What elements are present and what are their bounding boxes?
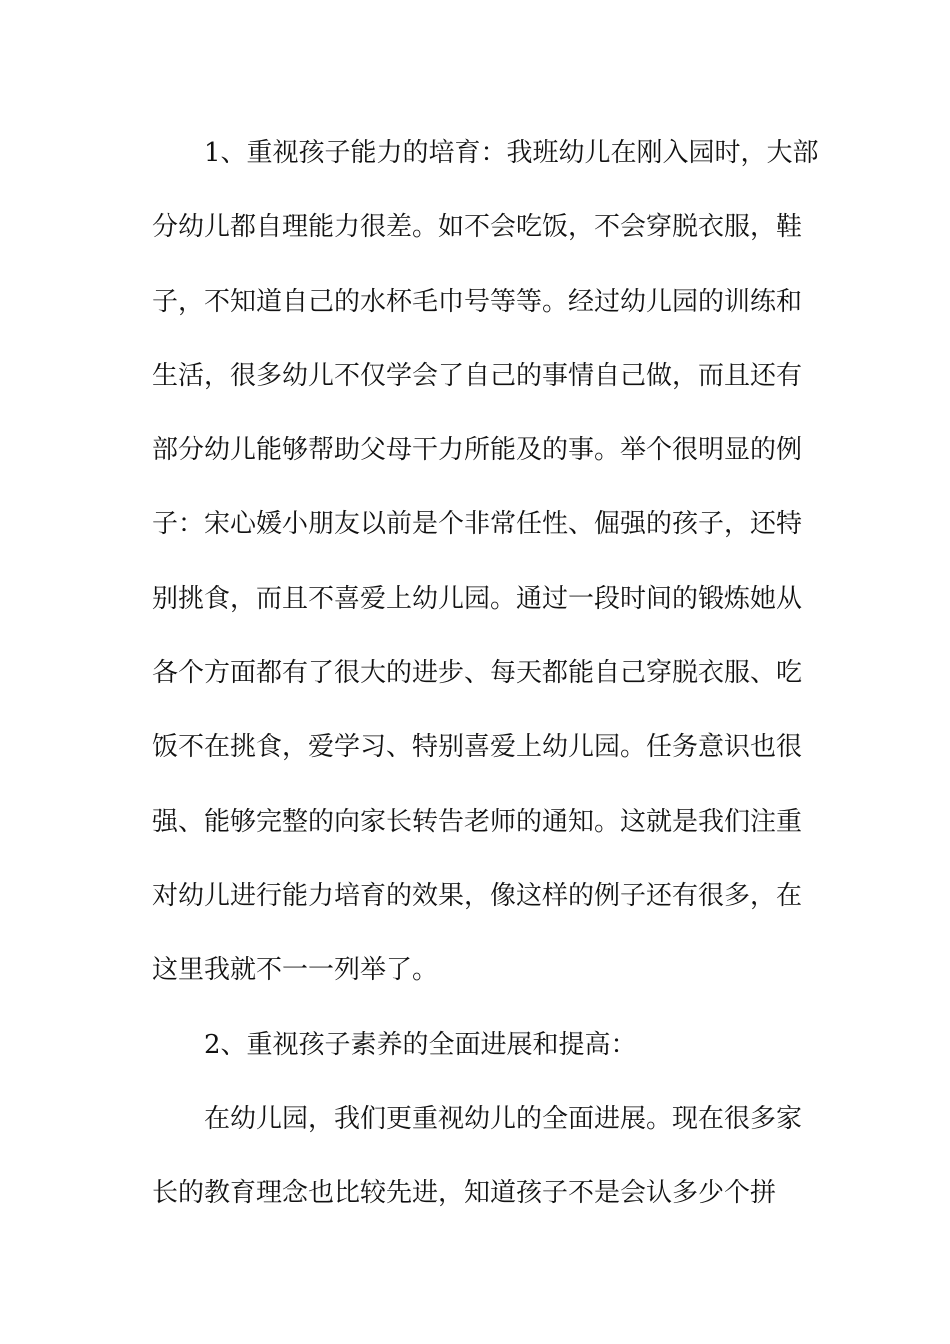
- paragraph-1-line-4: 生活，很多幼儿不仅学会了自己的事情自己做，而且还有: [152, 360, 803, 391]
- paragraph-1-line-9: 饭不在挑食，爱学习、特别喜爱上幼儿园。任务意识也很: [152, 732, 803, 763]
- document-body: [152, 129, 819, 1243]
- paragraph-3-line-2: 长的教育理念也比较先进，知道孩子不是会认多少个拼: [152, 1178, 777, 1209]
- paragraph-1-line-2: 分幼儿都自理能力很差。如不会吃饭，不会穿脱衣服，鞋: [152, 212, 803, 243]
- paragraph-1-line-8: 各个方面都有了很大的进步、每天都能自己穿脱衣服、吃: [152, 658, 803, 689]
- paragraph-1-line-5: 部分幼儿能够帮助父母干力所能及的事。举个很明显的例: [152, 435, 803, 466]
- paragraph-1-line-6: 子：宋心媛小朋友以前是个非常任性、倔强的孩子，还特: [152, 509, 803, 540]
- paragraph-1-line-1: 1、重视孩子能力的培育：我班幼儿在刚入园时，大部: [204, 138, 819, 168]
- paragraph-1-line-3: 子，不知道自己的水杯毛巾号等等。经过幼儿园的训练和: [152, 286, 803, 317]
- paragraph-1-line-11: 对幼儿进行能力培育的效果，像这样的例子还有很多，在: [152, 880, 803, 911]
- paragraph-1-line-10: 强、能够完整的向家长转告老师的通知。这就是我们注重: [152, 806, 803, 837]
- paragraph-3-line-1: 在幼儿园，我们更重视幼儿的全面进展。现在很多家: [204, 1103, 803, 1134]
- section-2-heading: 2、重视孩子素养的全面进展和提高：: [204, 1029, 637, 1060]
- paragraph-1-line-7: 别挑食，而且不喜爱上幼儿园。通过一段时间的锻炼她从: [152, 583, 803, 614]
- paragraph-1-line-12: 这里我就不一一列举了。: [152, 955, 439, 986]
